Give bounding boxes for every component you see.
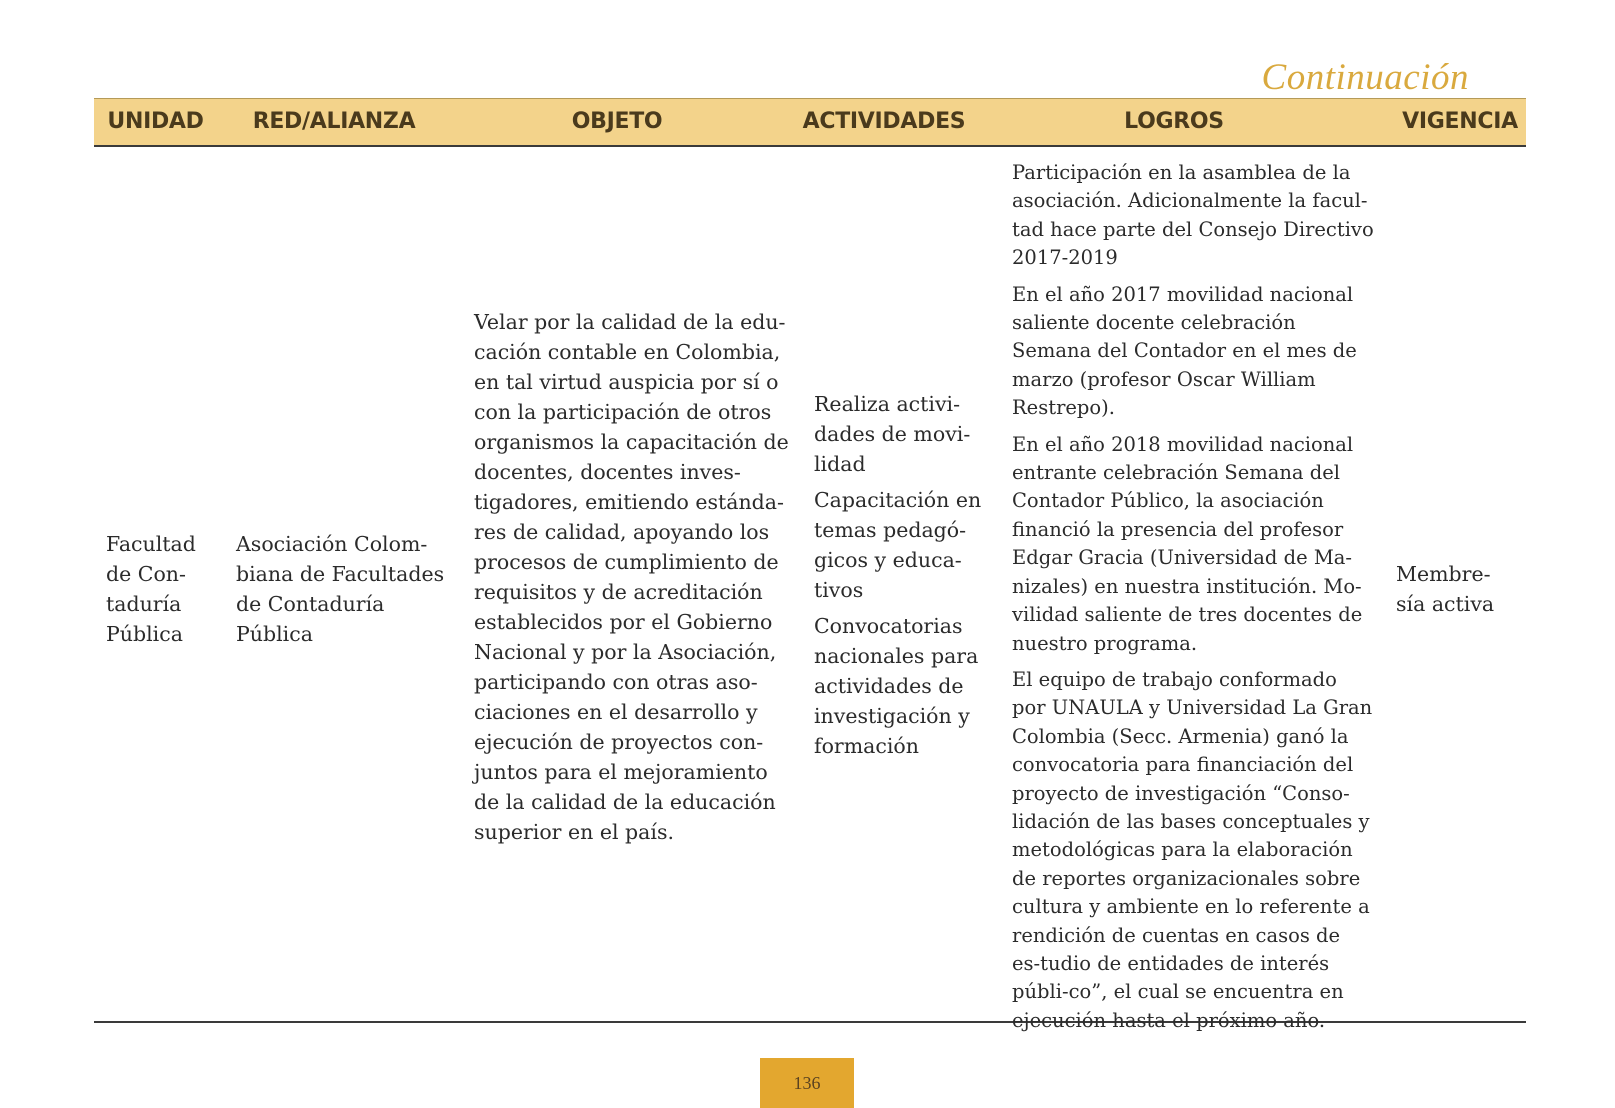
cell-logros — [1012, 159, 1374, 1043]
header-unidad: UNIDAD — [107, 109, 204, 134]
cell-unidad: Facultad de Con-taduría Pública — [106, 532, 196, 646]
alliances-table — [94, 98, 1526, 1032]
cell-vigencia: Membre-sía activa — [1396, 562, 1495, 616]
header-vigencia: VIGENCIA — [1402, 109, 1518, 134]
logro-item: El equipo de trabajo conformado por UNAULA y Universidad La Gran Colombia (Secc. Armenia) ganó la convocatoria para financiación del proyecto de investigación “Conso-lidación de las bases conceptuales y metodológicas para la elaboración de reportes organizacionales sobre cultura y ambiente en lo referente a rendición de cuentas en casos de es-tudio de entidades de interés públi-co”, el cual se encuentra en ejecución hasta el próximo año. — [1012, 667, 1373, 1032]
table-header — [94, 98, 1526, 147]
continuation-label: Continuación — [1261, 57, 1469, 98]
header-red-alianza: RED/ALIANZA — [252, 109, 416, 134]
cell-actividades — [814, 389, 986, 767]
logro-item: En el año 2018 movilidad nacional entrante celebración Semana del Contador Público, la asociación financió la presencia del profesor Edgar Gracia (Universidad de Ma-nizales) en nuestra institución. Mo-vilidad saliente de tres docentes de nuestro programa. — [1012, 432, 1363, 655]
cell-objeto: Velar por la calidad de la edu-cación contable en Colombia, en tal virtud auspicia por sí o con la participación de otros organismos la capacitación de docentes, docentes inves-tigadores, emitiendo estánda-res de calidad, apoyando los procesos de cumplimiento de requisitos y de acreditación establecidos por el Gobierno Nacional y por la Asociación, participando con otras aso-ciaciones en el desarrollo y ejecución de proyectos con-juntos para el mejoramiento de la calidad de la educación superior en el país. — [474, 310, 789, 844]
actividad-item: Realiza activi-dades de movi-lidad — [814, 392, 971, 476]
logro-item: En el año 2017 movilidad nacional saliente docente celebración Semana del Contador en el mes de marzo (profesor Oscar William Restrepo). — [1012, 282, 1357, 420]
header-objeto: OBJETO — [571, 109, 663, 134]
actividad-item: Capacitación en temas pedagó-gicos y educa-tivos — [814, 488, 982, 602]
actividad-item: Convocatorias nacionales para actividades de investigación y formación — [814, 614, 979, 758]
page-number: 136 — [760, 1058, 854, 1108]
cell-red-alianza: Asociación Colom-biana de Facultades de Contaduría Pública — [236, 532, 445, 646]
header-logros: LOGROS — [1124, 109, 1224, 134]
logro-item: Participación en la asamblea de la asociación. Adicionalmente la facul-tad hace parte del Consejo Directivo 2017-2019 — [1012, 161, 1374, 270]
header-actividades: ACTIVIDADES — [802, 109, 966, 134]
table-row — [94, 147, 1526, 1032]
